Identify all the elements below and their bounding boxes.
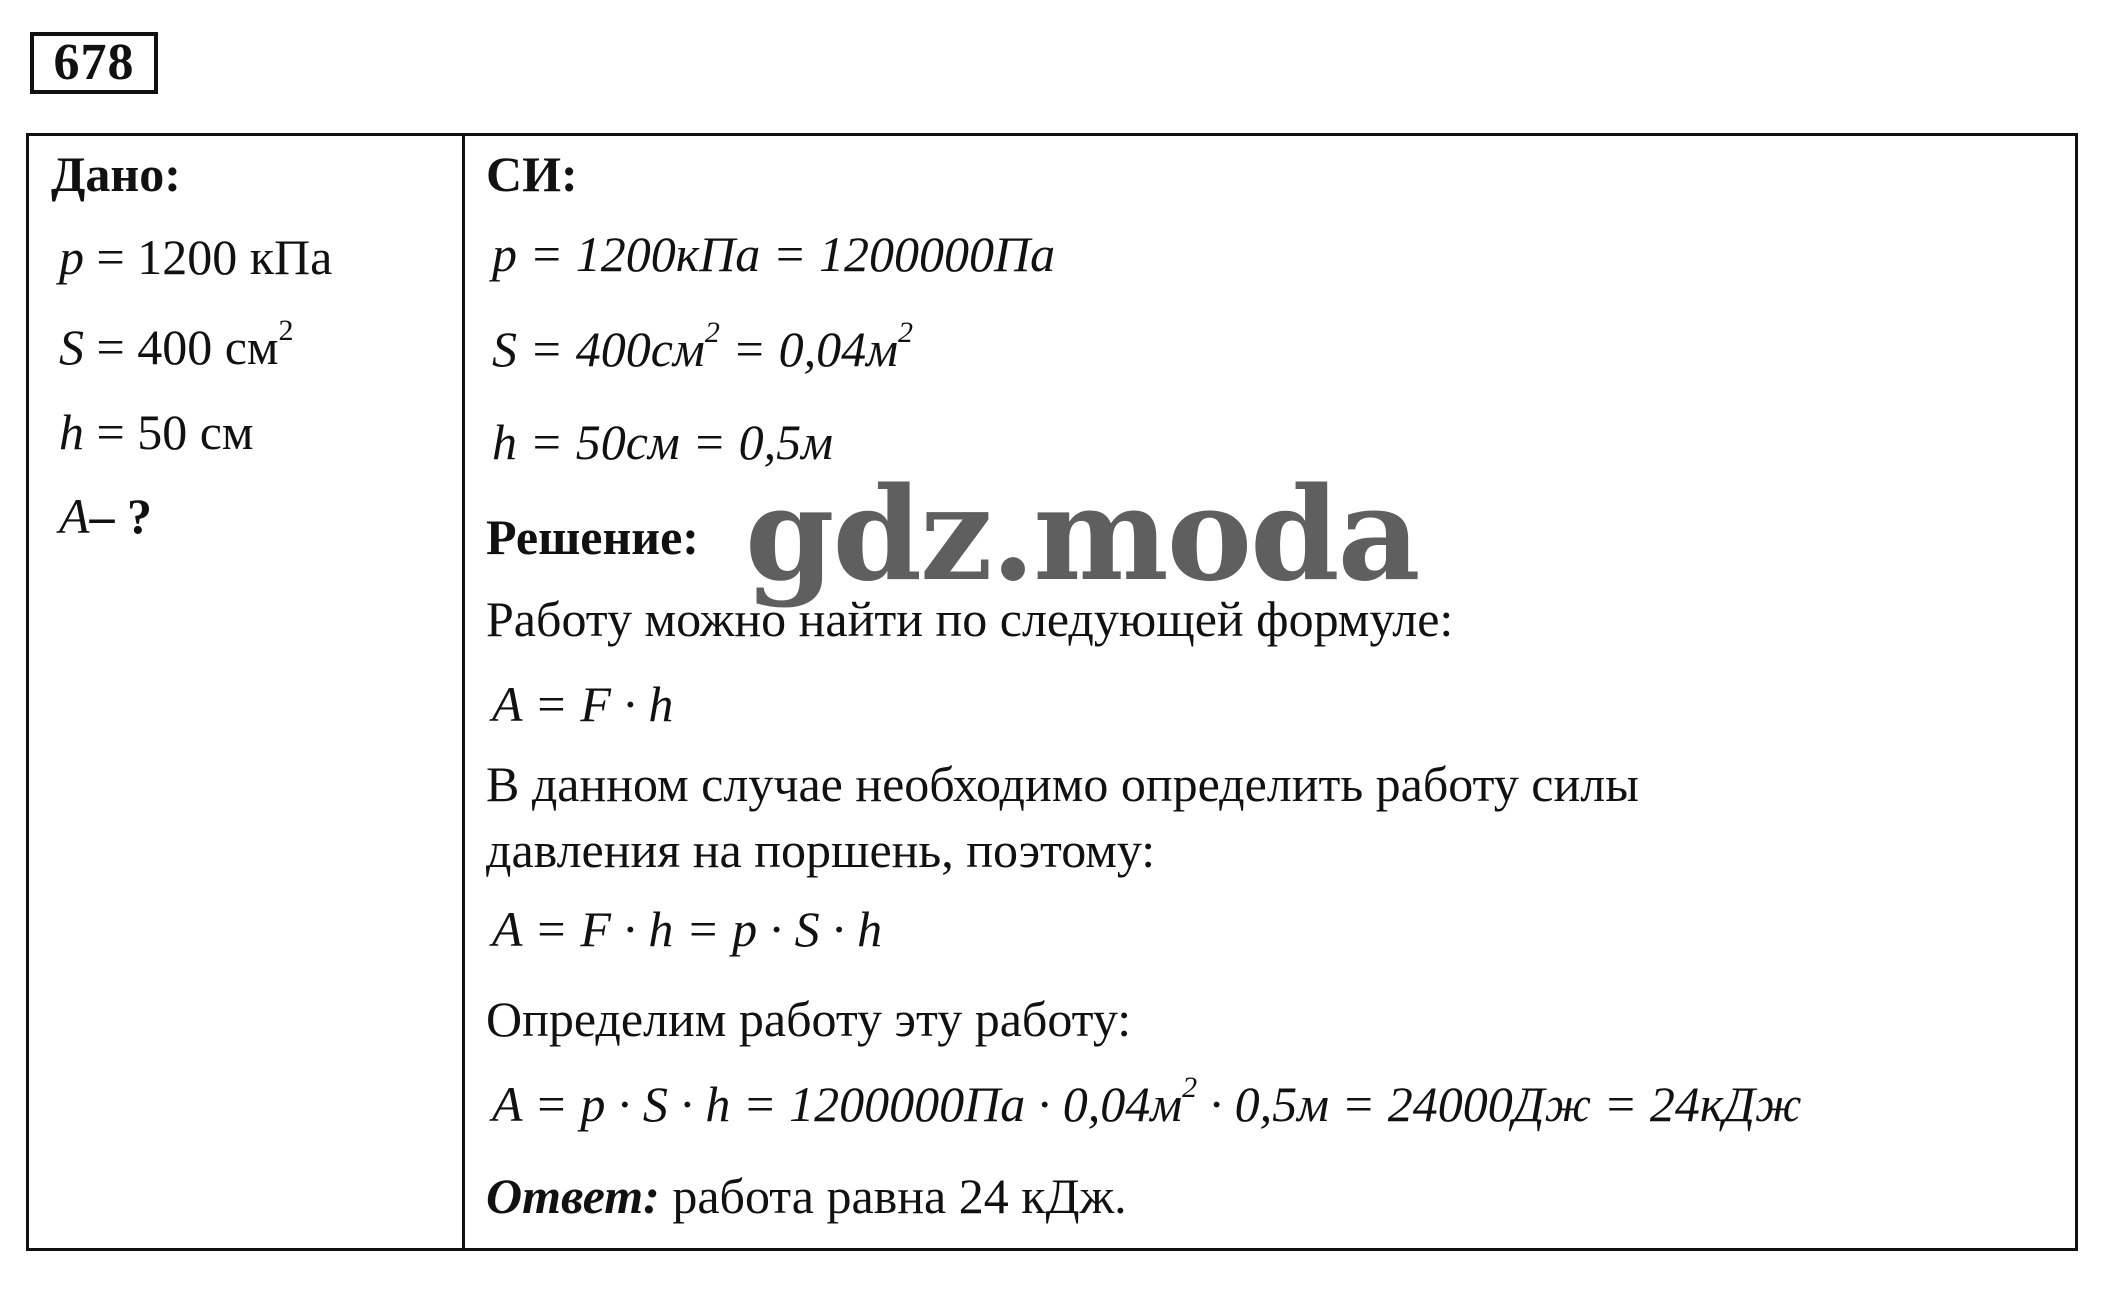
given-unknown-var: A [59, 488, 90, 544]
answer-label: Ответ: [486, 1168, 660, 1224]
answer-line [486, 1168, 1127, 1224]
si-header: СИ: [486, 146, 578, 202]
formula-3 [492, 1071, 1802, 1132]
si-area-line [492, 316, 913, 377]
given-height [59, 404, 254, 460]
formula-3-exp: 2 [1182, 1071, 1198, 1104]
solution-text-1: Работу можно найти по следующей формуле: [486, 591, 1454, 647]
formula-3-part-b: · 0,5м = 24000Дж = 24кДж [1197, 1076, 1802, 1132]
watermark-logo: gdz.moda [745, 460, 1419, 610]
formula-1: A = F · h [492, 676, 674, 732]
given-unknown [59, 488, 152, 544]
solution-text-2: В данном случае необходимо определить работу силы [486, 756, 1639, 812]
given-area-value: = 400 см [84, 319, 279, 375]
si-area-part-a: S = 400см [492, 321, 705, 377]
given-pressure [59, 229, 332, 285]
given-height-var: h [59, 404, 84, 460]
solution-table [26, 133, 2078, 1251]
given-pressure-var: p [59, 229, 84, 285]
answer-text: работа равна 24 кДж. [659, 1168, 1127, 1224]
solution-text-4: Определим работу эту работу: [486, 991, 1132, 1047]
given-pressure-value: = 1200 кПа [84, 229, 333, 285]
formula-3-part-a: A = p · S · h = 1200000Па · 0,04м [492, 1076, 1183, 1132]
given-area-exponent: 2 [278, 314, 294, 347]
si-area-part-b: = 0,04м [719, 321, 898, 377]
column-divider [462, 136, 465, 1248]
si-height-line: h = 50см = 0,5м [492, 414, 833, 470]
given-height-value: = 50 см [84, 404, 254, 460]
given-area-var: S [59, 319, 84, 375]
problem-number: 678 [30, 32, 158, 94]
formula-2: A = F · h = p · S · h [492, 901, 883, 957]
solution-text-3: давления на поршень, поэтому: [486, 822, 1156, 878]
given-header: Дано: [51, 146, 181, 202]
si-area-exp-a: 2 [704, 316, 720, 349]
si-area-exp-b: 2 [898, 316, 913, 349]
solution-header: Решение: [486, 509, 699, 565]
given-unknown-mark: – ? [89, 488, 153, 544]
given-area [59, 314, 294, 375]
si-pressure-line: p = 1200кПа = 1200000Па [492, 226, 1056, 282]
